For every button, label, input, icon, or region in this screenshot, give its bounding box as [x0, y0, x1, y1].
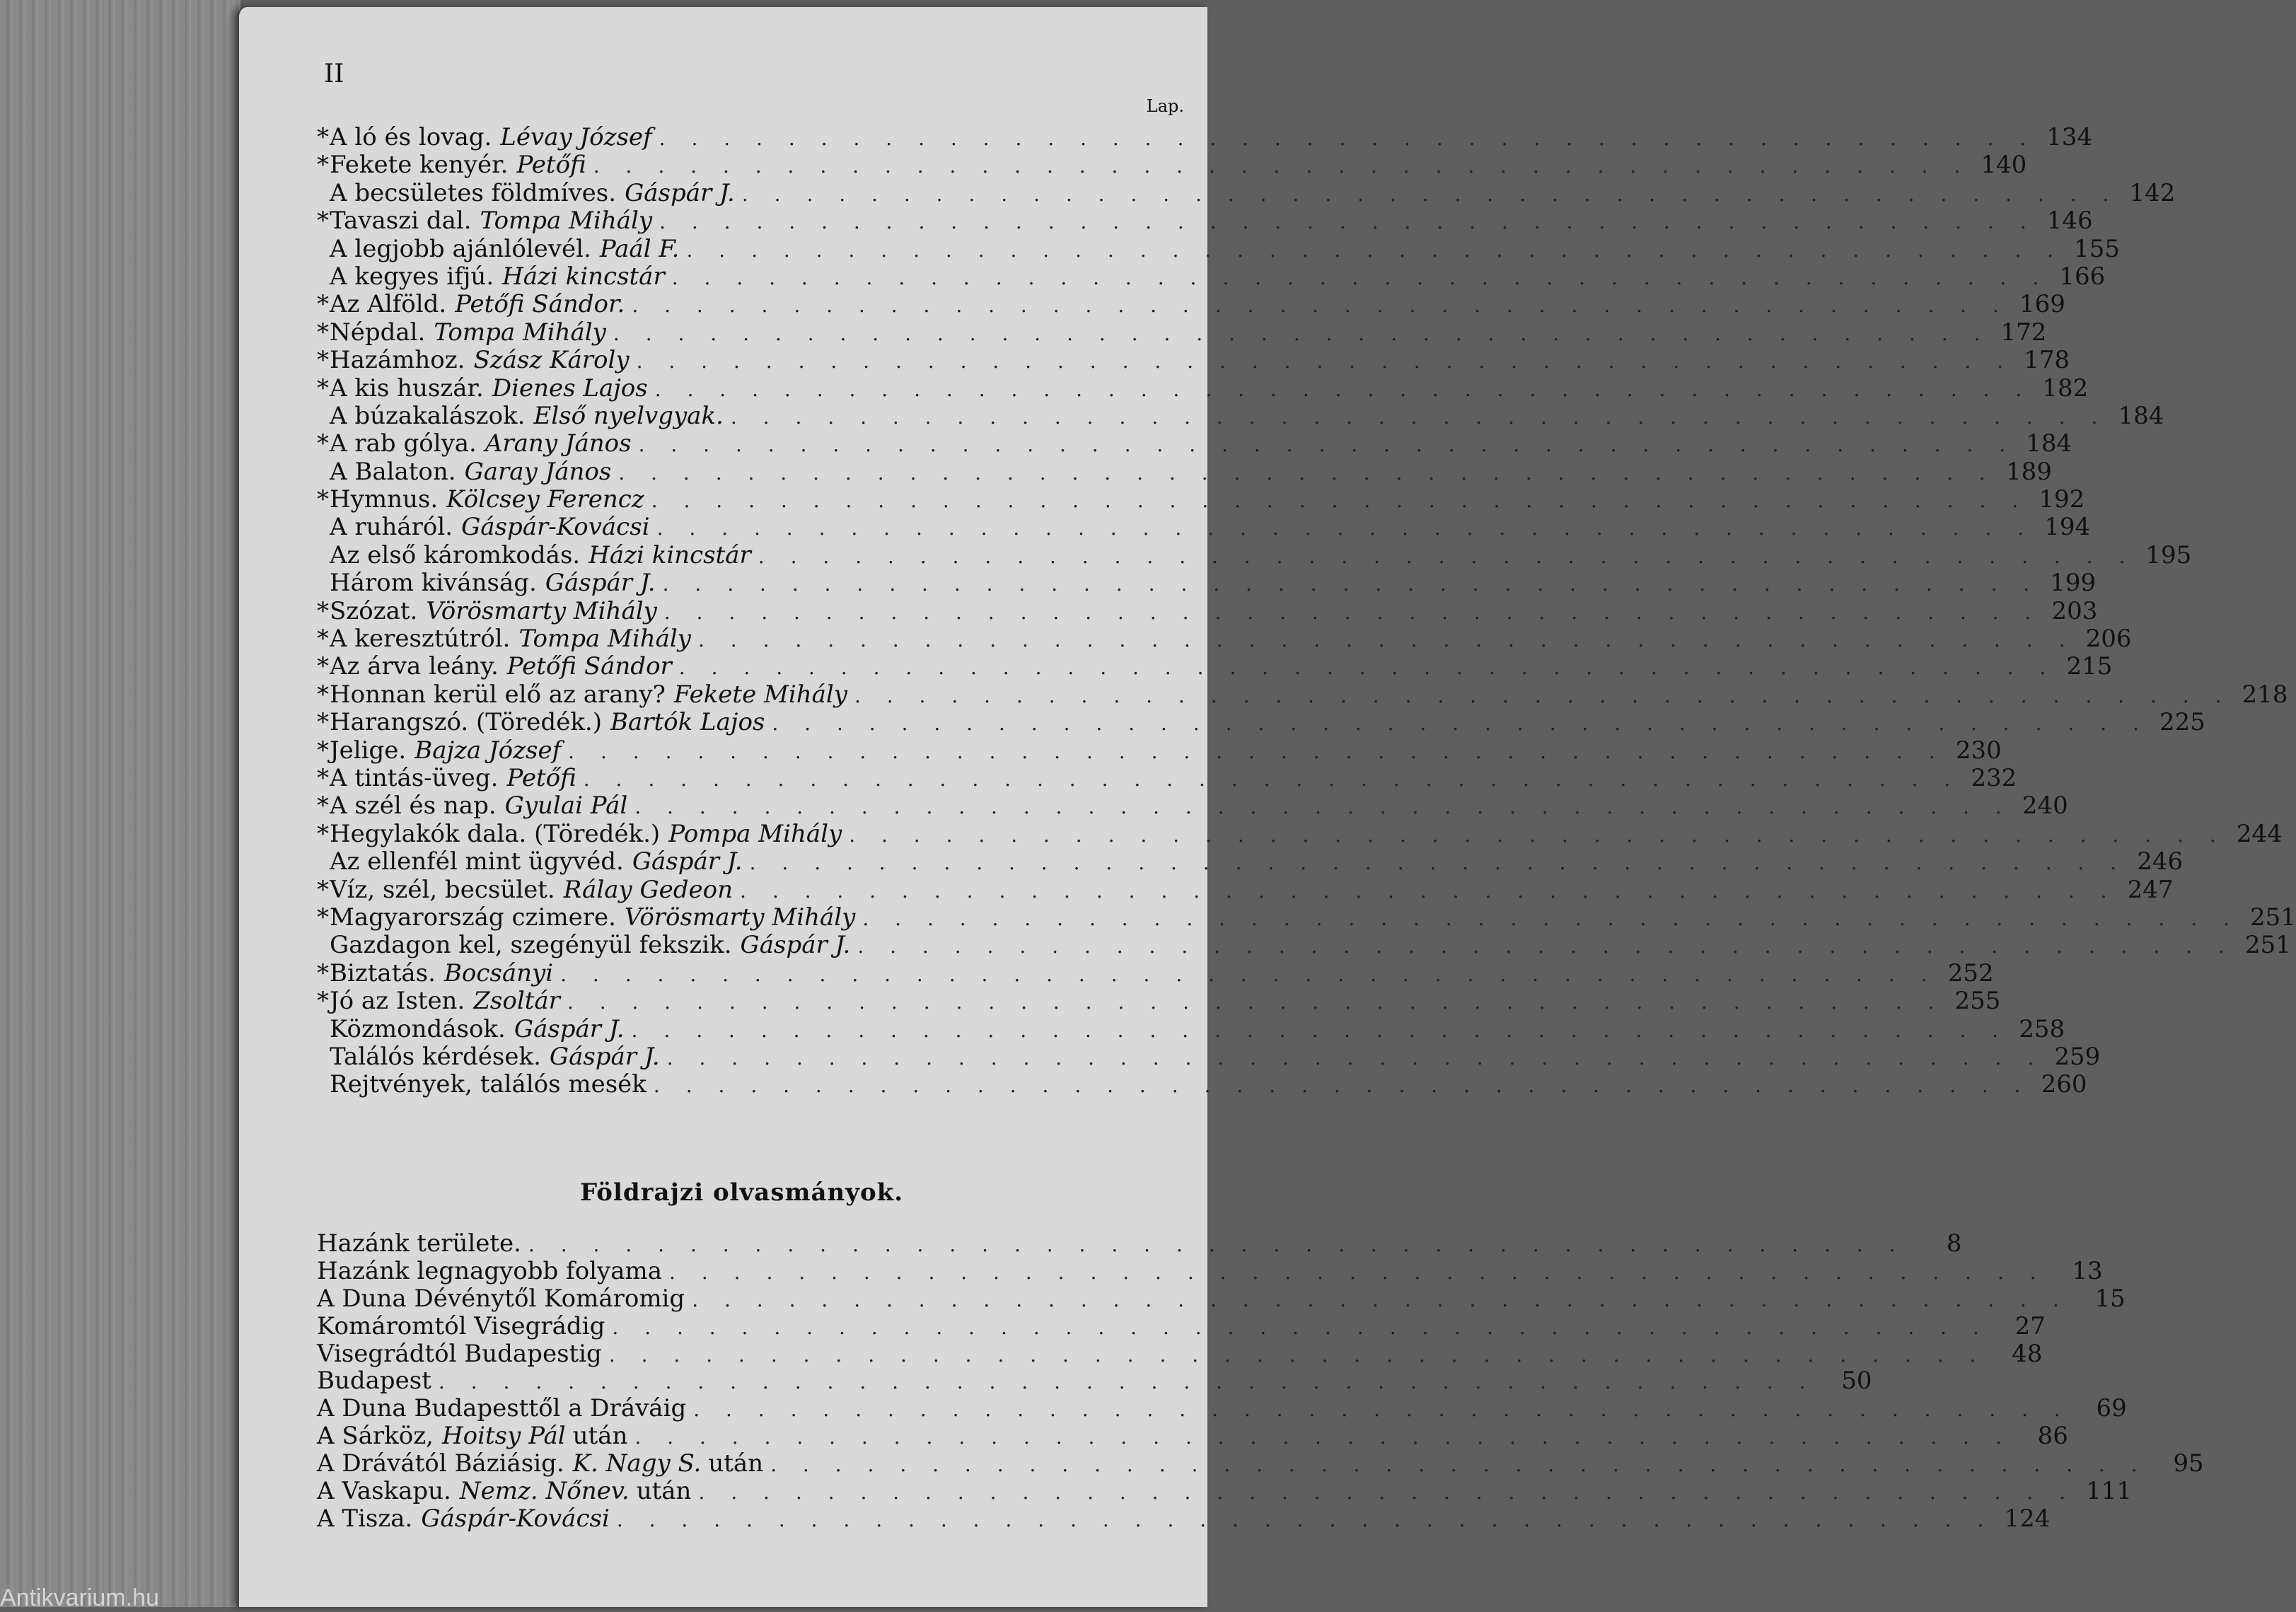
- toc-row: [317, 1339, 2043, 1368]
- entry-author: K. Nagy S.: [572, 1449, 702, 1478]
- entry-page-number: 244: [2236, 819, 2283, 848]
- dot-leader: . . . . . . . . . . . . . . . . . . . . . . . . . . . . . . . . . . . . . . . . . . .: [772, 712, 2149, 736]
- entry-marker: *: [317, 819, 329, 848]
- entry-author: Bajza József: [414, 736, 562, 765]
- dot-leader: . . . . . . . . . . . . . . . . . . . . . . . . . . . . . . . . . . . . . . . . . . .: [698, 1480, 2075, 1504]
- entry-author: Rálay Gedeon: [563, 875, 734, 904]
- dot-leader: . . . . . . . . . . . . . . . . . . . . . . . . . . . . . . . . . . . . . . . . . . .: [631, 1018, 2009, 1042]
- dot-leader: . . . . . . . . . . . . . . . . . . . . . . . . . . . . . . . . . . . . . . . . . . .: [749, 851, 2127, 875]
- entry-page-number: 247: [2127, 875, 2174, 904]
- dot-leader: . . . . . . . . . . . . . . . . . . . . . . . . . . . . . . . . . . . . . . . . . . .: [612, 1315, 1989, 1339]
- dot-leader: . . . . . . . . . . . . . . . . . . . . . . . . . . . . . . . . . . . . . . . . . . .: [634, 795, 2012, 819]
- entry-title: A szél és nap.: [330, 791, 497, 821]
- entry-page-number: 195: [2145, 540, 2192, 569]
- dot-leader: . . . . . . . . . . . . . . . . . . . . . . . . . . . . . . . . . . . . . . . . . . .: [438, 1370, 1816, 1394]
- entry-page-number: 178: [2024, 346, 2070, 375]
- entry-author: Paál F.: [599, 234, 680, 263]
- dot-leader: . . . . . . . . . . . . . . . . . . . . . . . . . . . . . . . . . . . . . . . . . . .: [849, 823, 2226, 847]
- toc-row: [317, 346, 2070, 375]
- entry-title: A Duna Budapesttől a Dráváig: [317, 1394, 687, 1423]
- dot-leader: . . . . . . . . . . . . . . . . . . . . . . . . . . . . . . . . . . . . . . . . . . .: [567, 990, 1944, 1014]
- toc-row: [317, 1504, 2051, 1533]
- toc-row: [317, 457, 2052, 486]
- toc-row: [317, 625, 2132, 654]
- entry-title: A legjobb ajánlólevél.: [330, 234, 591, 263]
- dot-leader: . . . . . . . . . . . . . . . . . . . . . . . . . . . . . . . . . . . . . . . . . . .: [854, 683, 2232, 707]
- toc-row: [317, 1422, 2068, 1451]
- page-number: II: [324, 59, 344, 88]
- entry-page-number: 134: [2046, 123, 2093, 151]
- toc-row: [317, 1477, 2132, 1506]
- entry-page-number: 111: [2086, 1477, 2132, 1506]
- entry-page-number: 172: [2000, 318, 2047, 347]
- entry-marker: *: [317, 652, 329, 681]
- dot-leader: . . . . . . . . . . . . . . . . . . . . . . . . . . . . . . . . . . . . . . . . . . .: [692, 1287, 2069, 1311]
- entry-title: A búzakalászok.: [330, 401, 526, 430]
- toc-row: [317, 401, 2164, 430]
- toc-row: [317, 763, 2017, 792]
- entry-page-number: 192: [2039, 485, 2085, 514]
- entry-author: Szász Károly: [473, 346, 630, 375]
- entry-title: Az Alföld.: [330, 290, 447, 319]
- entry-suffix: után: [636, 1477, 692, 1506]
- toc-row: [317, 1070, 2087, 1099]
- toc-row: [317, 373, 2089, 402]
- entry-marker: *: [317, 680, 329, 709]
- toc-row: [317, 931, 2291, 960]
- entry-page-number: 260: [2041, 1070, 2087, 1099]
- entry-title: Hazánk legnagyobb folyama: [317, 1256, 663, 1285]
- toc-row: [317, 1014, 2065, 1043]
- entry-title: Honnan kerül elő az arany?: [330, 680, 666, 709]
- entry-title: A tintás-üveg.: [330, 763, 499, 792]
- dot-leader: . . . . . . . . . . . . . . . . . . . . . . . . . . . . . . . . . . . . . . . . . . .: [583, 767, 1961, 791]
- entry-marker: *: [317, 736, 329, 765]
- entry-page-number: 142: [2129, 178, 2176, 207]
- entry-title: A rab gólya.: [330, 429, 477, 458]
- dot-leader: . . . . . . . . . . . . . . . . . . . . . . . . . . . . . . . . . . . . . . . . . . .: [693, 1398, 2070, 1422]
- entry-title: Gazdagon kel, szegényül fekszik.: [330, 931, 732, 960]
- entry-title: A Tisza.: [317, 1504, 413, 1533]
- entry-page-number: 206: [2085, 625, 2132, 654]
- toc-row: [317, 1367, 1872, 1396]
- entry-author: Gáspár J.: [514, 1014, 625, 1043]
- toc-row: [317, 234, 2121, 263]
- dot-leader: . . . . . . . . . . . . . . . . . . . . . . . . . . . . . . . . . . . . . . . . . . .: [659, 127, 2036, 150]
- entry-page-number: 50: [1841, 1367, 1872, 1396]
- entry-page-number: 166: [2059, 262, 2106, 291]
- toc-row: [317, 708, 2205, 737]
- dot-leader: . . . . . . . . . . . . . . . . . . . . . . . . . . . . . . . . . . . . . . . . . . .: [686, 238, 2064, 262]
- poem-toc-list: [317, 123, 2296, 1099]
- entry-page-number: 184: [2026, 429, 2072, 458]
- dot-leader: . . . . . . . . . . . . . . . . . . . . . . . . . . . . . . . . . . . . . . . . . . .: [593, 154, 1971, 178]
- entry-page-number: 232: [1971, 763, 2017, 792]
- toc-row: [317, 1229, 1962, 1258]
- entry-title: Az árva leány.: [330, 652, 499, 681]
- toc-row: [317, 1284, 2126, 1313]
- entry-author: Gáspár J.: [545, 569, 656, 598]
- geography-toc-list: [317, 1229, 2204, 1533]
- entry-page-number: 69: [2096, 1394, 2127, 1423]
- entry-author: Pompa Mihály: [668, 819, 842, 848]
- entry-title: Hegylakók dala. (Töredék.): [330, 819, 661, 848]
- entry-author: Vörösmarty Mihály: [426, 596, 657, 625]
- entry-title: Hazámhoz.: [330, 346, 465, 375]
- toc-row: [317, 290, 2065, 319]
- entry-suffix: után: [572, 1422, 628, 1451]
- entry-author: Házi kincstár: [502, 262, 665, 291]
- toc-row: [317, 540, 2192, 569]
- entry-page-number: 199: [2050, 569, 2097, 598]
- entry-marker: *: [317, 987, 329, 1016]
- entry-author: Gáspár-Kovácsi: [421, 1504, 610, 1533]
- dot-leader: . . . . . . . . . . . . . . . . . . . . . . . . . . . . . . . . . . . . . . . . . . .: [636, 349, 2014, 373]
- entry-page-number: 255: [1954, 987, 2001, 1016]
- entry-page-number: 259: [2054, 1042, 2101, 1071]
- dot-leader: . . . . . . . . . . . . . . . . . . . . . . . . . . . . . . . . . . . . . . . . . . .: [653, 1074, 2031, 1098]
- entry-title: Magyarország czimere.: [330, 903, 616, 932]
- toc-row: [317, 1042, 2101, 1071]
- toc-row: [317, 680, 2288, 709]
- entry-author: Gáspár-Kovácsi: [461, 513, 650, 542]
- entry-author: Arany János: [485, 429, 632, 458]
- dot-leader: . . . . . . . . . . . . . . . . . . . . . . . . . . . . . . . . . . . . . . . . . . .: [659, 210, 2036, 234]
- entry-marker: *: [317, 625, 329, 654]
- entry-author: Lévay József: [500, 123, 652, 151]
- entry-title: A kis huszár.: [330, 373, 484, 402]
- entry-title: A ruháról.: [330, 513, 453, 542]
- entry-title: Komáromtól Visegrádig: [317, 1311, 605, 1340]
- entry-title: Harangszó. (Töredék.): [330, 708, 602, 737]
- entry-title: A Balaton.: [330, 457, 456, 486]
- entry-marker: *: [317, 290, 329, 319]
- dot-leader: . . . . . . . . . . . . . . . . . . . . . . . . . . . . . . . . . . . . . . . . . . .: [730, 405, 2108, 429]
- entry-title: Jó az Isten.: [330, 987, 465, 1016]
- dot-leader: . . . . . . . . . . . . . . . . . . . . . . . . . . . . . . . . . . . . . . . . . . .: [857, 934, 2234, 958]
- entry-title: A keresztútról.: [330, 625, 511, 654]
- entry-title: A becsületes földmíves.: [330, 178, 617, 207]
- entry-author: Fekete Mihály: [673, 680, 847, 709]
- entry-title: Találós kérdések.: [330, 1042, 541, 1071]
- entry-title: Budapest: [317, 1367, 431, 1396]
- adjacent-page-background: [0, 0, 240, 1607]
- entry-page-number: 240: [2022, 791, 2068, 821]
- entry-page-number: 13: [2072, 1256, 2103, 1285]
- entry-title: A Sárköz,: [317, 1422, 434, 1451]
- toc-row: [317, 847, 2184, 876]
- entry-page-number: 258: [2019, 1014, 2065, 1043]
- dot-leader: . . . . . . . . . . . . . . . . . . . . . . . . . . . . . . . . . . . . . . . . . . .: [678, 656, 2056, 680]
- toc-row: [317, 819, 2283, 848]
- toc-row: [317, 875, 2174, 904]
- dot-leader: . . . . . . . . . . . . . . . . . . . . . . . . . . . . . . . . . . . . . . . . . . .: [758, 544, 2135, 568]
- toc-row: [317, 485, 2085, 514]
- entry-marker: *: [317, 429, 329, 458]
- page-column-header: Lap.: [1146, 96, 1184, 116]
- toc-row: [317, 791, 2068, 821]
- entry-title: Tavaszi dal.: [330, 207, 472, 236]
- entry-suffix: után: [708, 1449, 764, 1478]
- entry-author: Bartók Lajos: [610, 708, 765, 737]
- toc-row: [317, 1256, 2103, 1285]
- toc-row: [317, 178, 2176, 207]
- entry-page-number: 194: [2044, 513, 2091, 542]
- dot-leader: . . . . . . . . . . . . . . . . . . . . . . . . . . . . . . . . . . . . . . . . . . .: [671, 265, 2049, 289]
- entry-page-number: 189: [2005, 457, 2052, 486]
- entry-author: Tompa Mihály: [480, 207, 653, 236]
- entry-marker: *: [317, 346, 329, 375]
- entry-page-number: 140: [1981, 151, 2027, 180]
- dot-leader: . . . . . . . . . . . . . . . . . . . . . . . . . . . . . . . . . . . . . . . . . . .: [651, 489, 2029, 513]
- entry-page-number: 86: [2037, 1422, 2068, 1451]
- entry-page-number: 155: [2074, 234, 2121, 263]
- entry-marker: *: [317, 958, 329, 987]
- entry-author: Nemz. Nőnev.: [459, 1477, 630, 1506]
- entry-page-number: 230: [1955, 736, 2002, 765]
- entry-title: A ló és lovag.: [330, 123, 492, 151]
- entry-marker: *: [317, 903, 329, 932]
- entry-author: Gáspár J.: [740, 931, 851, 960]
- dot-leader: . . . . . . . . . . . . . . . . . . . . . . . . . . . . . . . . . . . . . . . . . . .: [740, 879, 2117, 903]
- entry-author: Gáspár J.: [632, 847, 743, 876]
- entry-author: Zsoltár: [473, 987, 560, 1016]
- toc-row: [317, 318, 2047, 347]
- dot-leader: . . . . . . . . . . . . . . . . . . . . . . . . . . . . . . . . . . . . . . . . . . .: [697, 628, 2075, 652]
- entry-title: Víz, szél, becsület.: [330, 875, 555, 904]
- entry-page-number: 27: [2014, 1311, 2046, 1340]
- entry-marker: *: [317, 373, 329, 402]
- watermark: Antikvarium.hu: [0, 1584, 159, 1611]
- entry-page-number: 184: [2118, 401, 2164, 430]
- dot-leader: . . . . . . . . . . . . . . . . . . . . . . . . . . . . . . . . . . . . . . . . . . .: [741, 182, 2119, 206]
- toc-row: [317, 1394, 2127, 1423]
- entry-author: Gáspár J.: [625, 178, 735, 207]
- toc-row: [317, 151, 2027, 180]
- dot-leader: . . . . . . . . . . . . . . . . . . . . . . . . . . . . . . . . . . . . . . . . . . .: [634, 1425, 2012, 1449]
- entry-author: Petőfi: [516, 151, 586, 180]
- dot-leader: . . . . . . . . . . . . . . . . . . . . . . . . . . . . . . . . . . . . . . . . . . .: [770, 1453, 2147, 1477]
- entry-title: Közmondások.: [330, 1014, 506, 1043]
- entry-title: Szózat.: [330, 596, 418, 625]
- entry-page-number: 251: [2244, 931, 2291, 960]
- toc-row: [317, 1449, 2204, 1478]
- entry-author: Első nyelvgyak.: [533, 401, 724, 430]
- toc-row: [317, 987, 2001, 1016]
- entry-author: Hoitsy Pál: [441, 1422, 566, 1451]
- dot-leader: . . . . . . . . . . . . . . . . . . . . . . . . . . . . . . . . . . . . . . . . . . .: [638, 433, 2016, 457]
- toc-row: [317, 513, 2091, 542]
- entry-marker: *: [317, 875, 329, 904]
- dot-leader: . . . . . . . . . . . . . . . . . . . . . . . . . . . . . . . . . . . . . . . . . . .: [862, 906, 2239, 930]
- entry-title: Hazánk területe.: [317, 1229, 521, 1258]
- entry-page-number: 225: [2159, 708, 2205, 737]
- dot-leader: . . . . . . . . . . . . . . . . . . . . . . . . . . . . . . . . . . . . . . . . . . .: [632, 294, 2009, 318]
- entry-author: Tompa Mihály: [518, 625, 691, 654]
- entry-title: Visegrádtól Budapestig: [317, 1339, 602, 1368]
- dot-leader: . . . . . . . . . . . . . . . . . . . . . . . . . . . . . . . . . . . . . . . . . . .: [656, 516, 2034, 540]
- entry-author: Gáspár J.: [549, 1042, 660, 1071]
- toc-row: [317, 596, 2098, 625]
- entry-page-number: 48: [2012, 1339, 2043, 1368]
- entry-title: Jelige.: [330, 736, 407, 765]
- entry-author: Kölcsey Ferencz: [446, 485, 644, 514]
- entry-marker: *: [317, 596, 329, 625]
- entry-marker: *: [317, 207, 329, 236]
- entry-author: Petőfi: [506, 763, 576, 792]
- entry-author: Bocsányi: [443, 958, 554, 987]
- toc-row: [317, 736, 2002, 765]
- entry-title: Az ellenfél mint ügyvéd.: [330, 847, 624, 876]
- entry-page-number: 169: [2019, 290, 2065, 319]
- entry-title: Fekete kenyér.: [330, 151, 509, 180]
- entry-title: Az első káromkodás.: [330, 540, 581, 569]
- entry-title: Rejtvények, találós mesék: [330, 1070, 647, 1099]
- entry-marker: *: [317, 318, 329, 347]
- entry-title: A Drávától Báziásig.: [317, 1449, 564, 1478]
- dot-leader: . . . . . . . . . . . . . . . . . . . . . . . . . . . . . . . . . . . . . . . . . . .: [568, 739, 1945, 763]
- toc-row: [317, 262, 2106, 291]
- entry-author: Gyulai Pál: [504, 791, 628, 821]
- entry-author: Petőfi Sándor.: [455, 290, 625, 319]
- entry-page-number: 124: [2004, 1504, 2051, 1533]
- dot-leader: . . . . . . . . . . . . . . . . . . . . . . . . . . . . . . . . . . . . . . . . . . .: [528, 1233, 1906, 1256]
- entry-page-number: 215: [2066, 652, 2113, 681]
- entry-page-number: 251: [2249, 903, 2296, 932]
- entry-author: Dienes Lajos: [492, 373, 648, 402]
- dot-leader: . . . . . . . . . . . . . . . . . . . . . . . . . . . . . . . . . . . . . . . . . . .: [666, 1045, 2044, 1069]
- dot-leader: . . . . . . . . . . . . . . . . . . . . . . . . . . . . . . . . . . . . . . . . . . .: [663, 600, 2041, 624]
- entry-marker: *: [317, 763, 329, 792]
- entry-title: Népdal.: [330, 318, 426, 347]
- toc-row: [317, 1311, 2046, 1340]
- entry-marker: *: [317, 485, 329, 514]
- entry-author: Petőfi Sándor: [506, 652, 672, 681]
- entry-page-number: 95: [2173, 1449, 2204, 1478]
- toc-row: [317, 429, 2072, 458]
- entry-marker: *: [317, 151, 329, 180]
- dot-leader: . . . . . . . . . . . . . . . . . . . . . . . . . . . . . . . . . . . . . . . . . . .: [616, 1507, 1994, 1531]
- toc-row: [317, 569, 2097, 598]
- toc-row: [317, 652, 2113, 681]
- dot-leader: . . . . . . . . . . . . . . . . . . . . . . . . . . . . . . . . . . . . . . . . . . .: [662, 572, 2040, 596]
- entry-page-number: 246: [2137, 847, 2184, 876]
- entry-marker: *: [317, 791, 329, 821]
- entry-author: Tompa Mihály: [434, 318, 606, 347]
- toc-row: [317, 903, 2296, 932]
- entry-author: Garay János: [464, 457, 612, 486]
- dot-leader: . . . . . . . . . . . . . . . . . . . . . . . . . . . . . . . . . . . . . . . . . . .: [669, 1260, 2046, 1284]
- entry-title: A Duna Dévénytől Komáromig: [317, 1284, 685, 1313]
- entry-page-number: 252: [1947, 958, 1994, 987]
- toc-row: [317, 123, 2093, 151]
- entry-page-number: 203: [2051, 596, 2098, 625]
- entry-page-number: 182: [2042, 373, 2089, 402]
- toc-row: [317, 207, 2093, 236]
- toc-row: [317, 958, 1994, 987]
- entry-title: Biztatás.: [330, 958, 436, 987]
- entry-title: Három kivánság.: [330, 569, 537, 598]
- entry-title: A kegyes ifjú.: [330, 262, 494, 291]
- dot-leader: . . . . . . . . . . . . . . . . . . . . . . . . . . . . . . . . . . . . . . . . . . .: [613, 321, 1990, 345]
- entry-author: Vörösmarty Mihály: [624, 903, 856, 932]
- dot-leader: . . . . . . . . . . . . . . . . . . . . . . . . . . . . . . . . . . . . . . . . . . .: [560, 962, 1937, 986]
- entry-title: Hymnus.: [330, 485, 439, 514]
- entry-marker: *: [317, 708, 329, 737]
- entry-page-number: 218: [2242, 680, 2288, 709]
- entry-author: Házi kincstár: [589, 540, 751, 569]
- entry-page-number: 15: [2094, 1284, 2126, 1313]
- entry-page-number: 8: [1946, 1229, 1962, 1258]
- section-title: Földrajzi olvasmányok.: [580, 1178, 904, 1207]
- entry-title: A Vaskapu.: [317, 1477, 451, 1506]
- entry-marker: *: [317, 123, 329, 151]
- dot-leader: . . . . . . . . . . . . . . . . . . . . . . . . . . . . . . . . . . . . . . . . . . .: [618, 460, 1995, 485]
- dot-leader: . . . . . . . . . . . . . . . . . . . . . . . . . . . . . . . . . . . . . . . . . . .: [654, 377, 2032, 401]
- entry-page-number: 146: [2046, 207, 2093, 236]
- dot-leader: . . . . . . . . . . . . . . . . . . . . . . . . . . . . . . . . . . . . . . . . . . .: [608, 1343, 1986, 1367]
